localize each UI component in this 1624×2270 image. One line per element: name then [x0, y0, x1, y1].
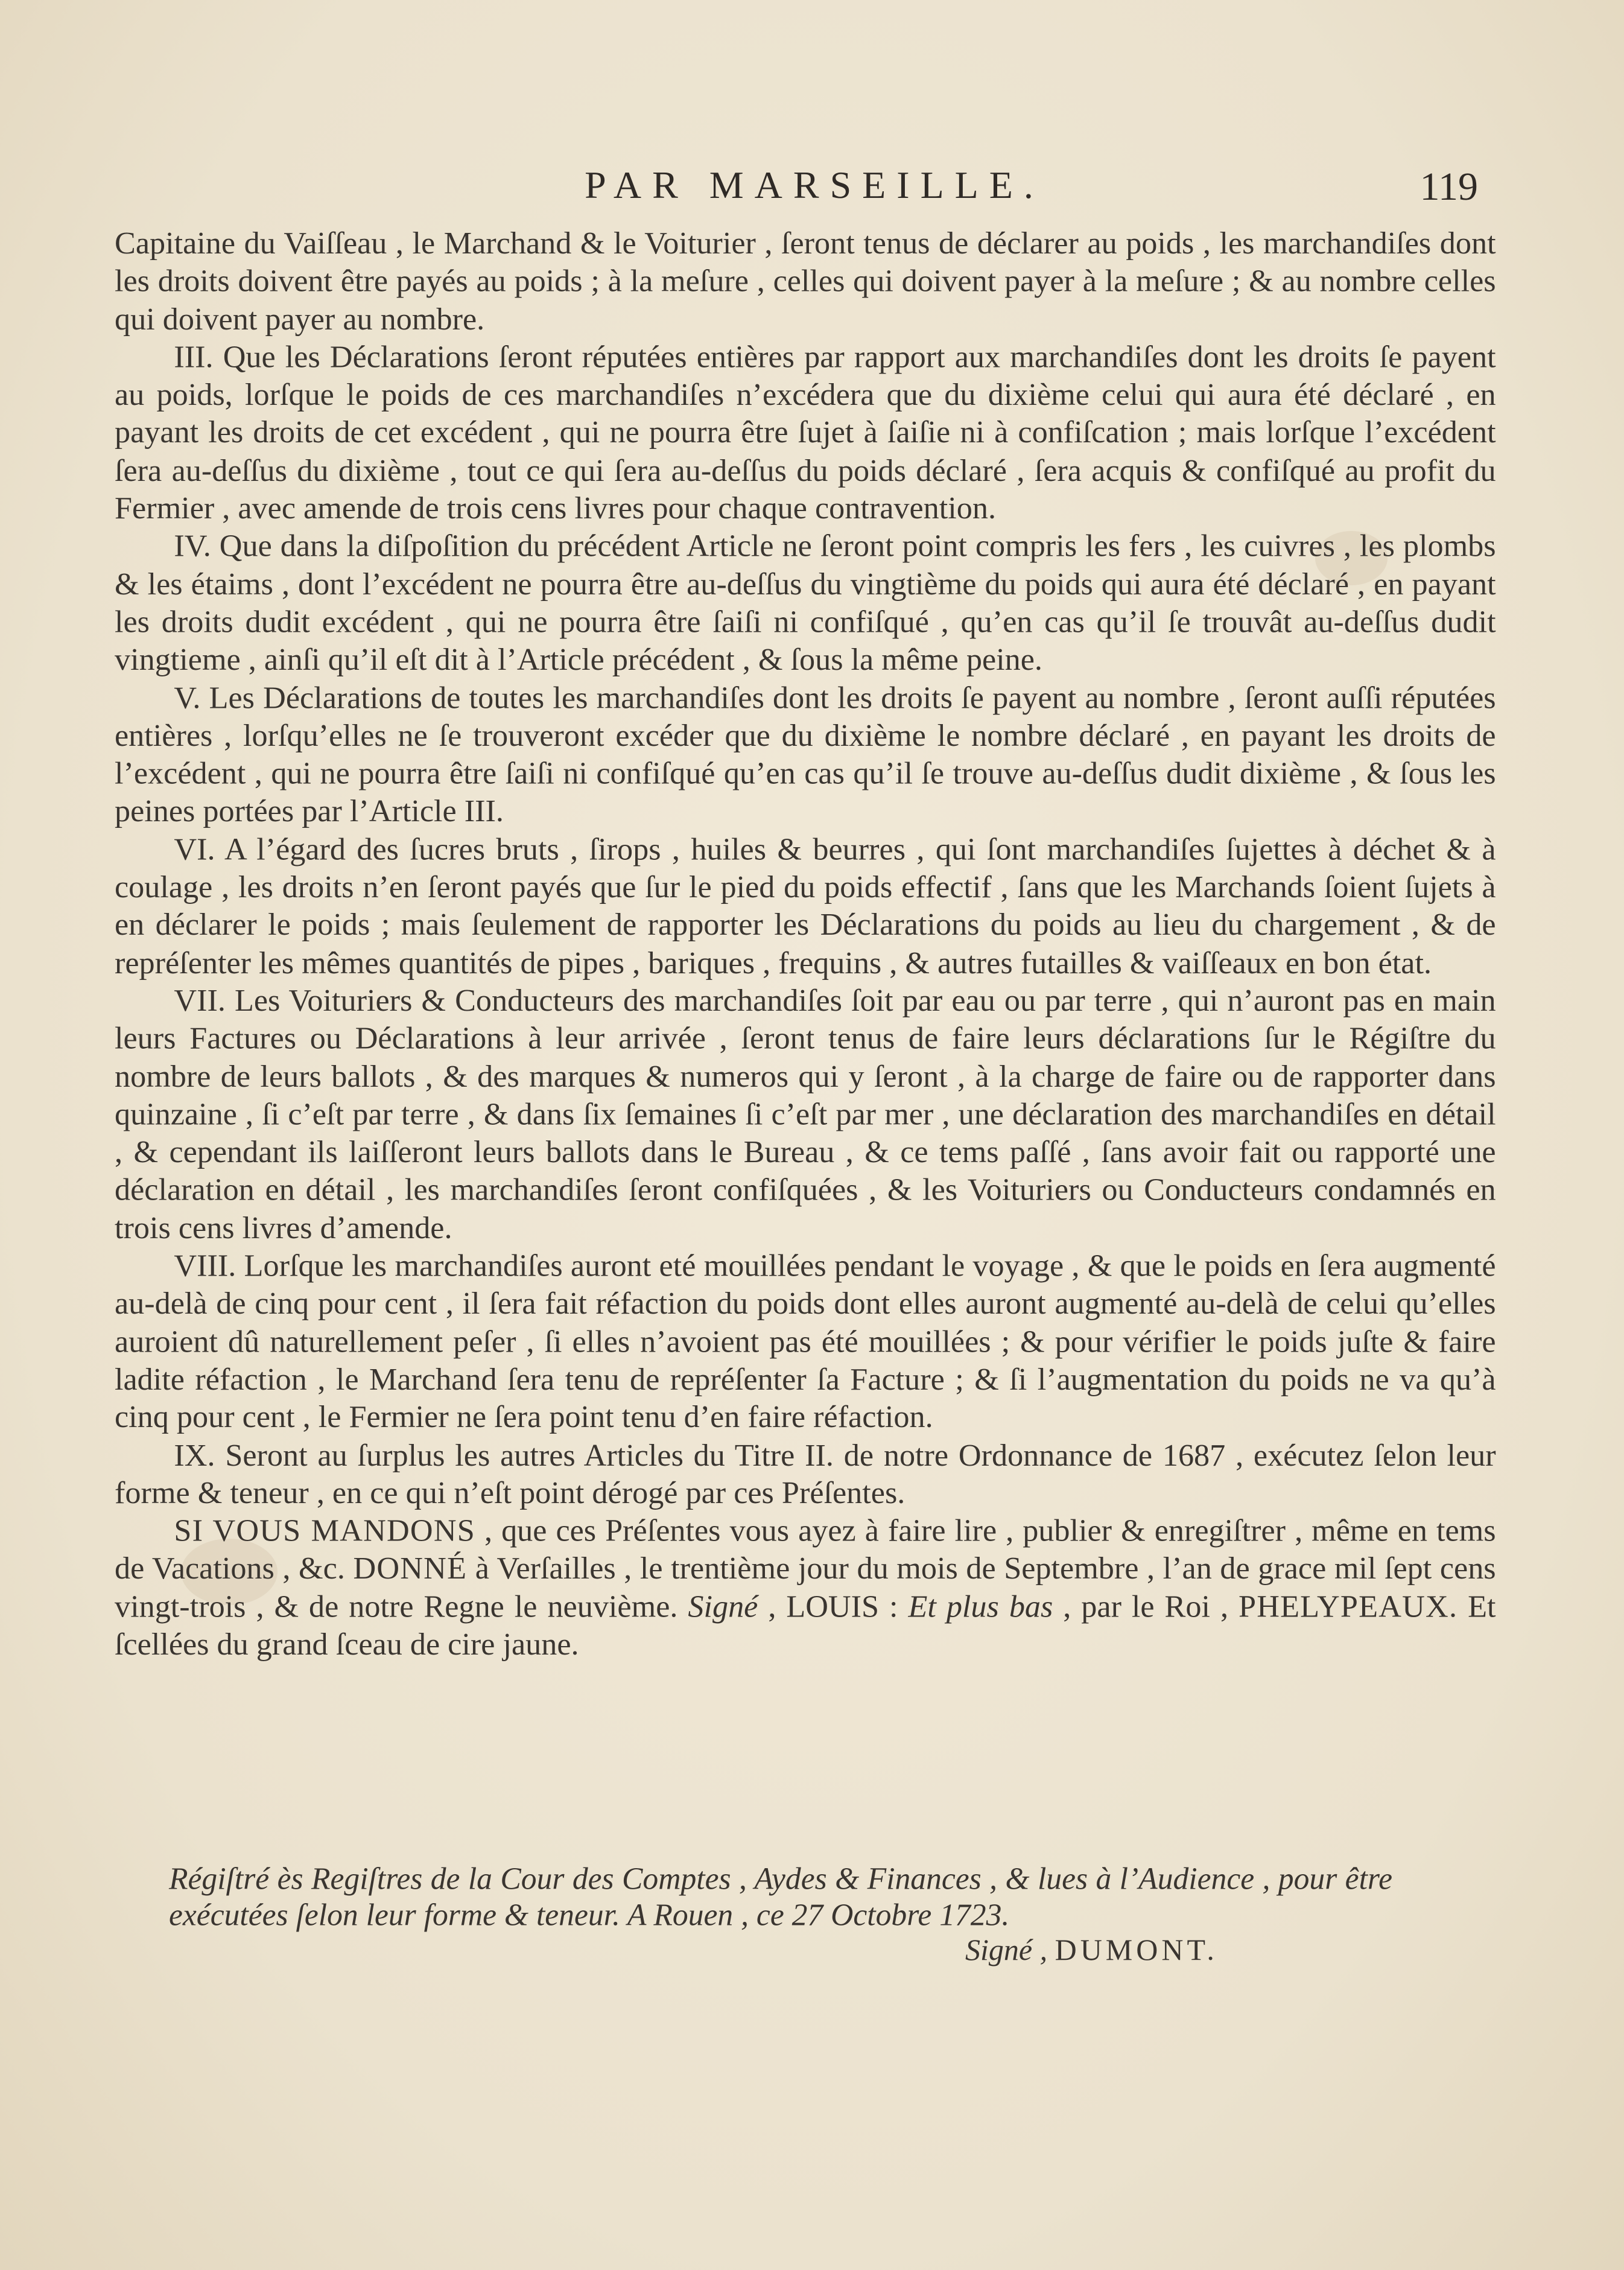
article-vii: VII. Les Voituriers & Conducteurs des marchandiſes ſoit par eau ou par terre , qui n’auront pas en main leurs Factures ou Déclarations à leur arrivée , ſeront tenus de faire leurs déclarations ſur le Régiſtre du nombre de leurs ballots , & des marques & numeros qui y ſeront , à la charge de faire ou de rapporter dans quinzaine , ſi c’eſt par terre , & dans ſix ſemaines ſi c’eſt par mer , une déclaration des marchandiſes en détail , & cependant ils laiſſeront leurs ballots dans le Bureau , & ce tems paſſé , ſans avoir fait ou rapporté une déclaration en détail , les marchandiſes ſeront confiſquées , & les Voituriers ou Conducteurs condamnés en trois cens livres d’amende. — [115, 983, 1496, 1245]
running-title: PAR MARSEILLE. — [585, 164, 1044, 206]
article-v: V. Les Déclarations de toutes les marchandiſes dont les droits ſe payent au nombre , ſeront auſſi réputées entières , lorſqu’elles ne ſe trouveront excéder que du dixième le nombre déclaré , en payant les droits de l’excédent , qui ne pourra être ſaiſi ni confiſqué qu’en cas qu’il ſe trouve au-deſſus dudit dixième , & ſous les peines portées par l’Article III. — [115, 680, 1496, 829]
phelypeaux: PHELYPEAUX. — [1238, 1589, 1458, 1624]
donne: DONNÉ — [353, 1551, 468, 1586]
closing-text-4: , par le Roi , — [1053, 1589, 1239, 1624]
paragraph-continuation: Capitaine du Vaiſſeau , le Marchand & le Voiturier , ſeront tenus de déclarer au poids , les marchandiſes dont les droits doivent être payés au poids ; à la meſure , celles qui doivent payer à la meſure ; & au nombre celles qui doivent payer au nombre. — [115, 226, 1496, 337]
closing-text-5: Et ſcellées du grand ſceau de cire jaune. — [115, 1589, 1496, 1662]
page-number: 119 — [1419, 165, 1478, 209]
registration-signature — [965, 1932, 1218, 1967]
closing-text-1: , que ces Préſentes vous ayez à faire lire , publier & enregiſtrer , même en tems de Vacations , &c. — [115, 1513, 1496, 1586]
closing-paragraph — [115, 1512, 1496, 1664]
closing-text-2: à Verſailles , le trentième jour du mois de Septembre , l’an de grace mil ſept cens vingt-trois , & de notre Regne le neuvième. — [115, 1551, 1496, 1624]
registration-note — [169, 1861, 1392, 1934]
article-viii: VIII. Lorſque les marchandiſes auront eté mouillées pendant le voyage , & que le poids en ſera augmenté au-delà de cinq pour cent , il ſera fait réfaction du poids dont elles auront augmenté au-delà de celui qu’elles auroient dû naturellement peſer , ſi elles n’avoient pas été mouillées ; & pour vérifier le poids juſte & faire ladite réfaction , le Marchand ſera tenu de repréſenter ſa Facture ; & ſi l’augmentation du poids ne va qu’à cinq pour cent , le Fermier ne ſera point tenu d’en faire réfaction. — [115, 1248, 1496, 1435]
article-ix: IX. Seront au ſurplus les autres Articles du Titre II. de notre Ordonnance de 1687 , exécutez ſelon leur forme & teneur , en ce qui n’eſt point dérogé par ces Préſentes. — [115, 1437, 1496, 1510]
registration-text: Régiſtré ès Regiſtres de la Cour des Comptes , Aydes & Finances , & lues à l’Audience , pour être exécutées ſelon leur forme & teneur. A Rouen , ce 27 Octobre 1723. — [169, 1862, 1392, 1933]
body-text — [115, 224, 1496, 1664]
et-plus-bas: Et plus bas — [908, 1589, 1053, 1624]
signe-label: Signé , — [965, 1933, 1048, 1966]
page-header — [151, 163, 1478, 217]
signe-word: Signé — [688, 1589, 758, 1624]
closing-text-3: , LOUIS : — [758, 1589, 909, 1624]
article-iv: IV. Que dans la diſpoſition du précédent Article ne ſeront point compris les fers , les cuivres , les plombs & les étaims , dont l’excédent ne pourra être au-deſſus du vingtième du poids qui aura été déclaré , en payant les droits dudit excédent , qui ne pourra être ſaiſi ni confiſqué , qu’en cas qu’il ſe trouvât au-deſſus dudit vingtieme , ainſi qu’il eſt dit à l’Article précédent , & ſous la même peine. — [115, 529, 1496, 678]
dumont-name: DUMONT. — [1055, 1933, 1218, 1966]
article-iii: III. Que les Déclarations ſeront réputées entières par rapport aux marchandiſes dont les droits ſe payent au poids, lorſque le poids de ces marchandiſes n’excédera que du dixième celui qui aura été déclaré , en payant les droits de cet excédent , qui ne pourra être ſujet à ſaiſie ni à confiſcation ; mais lorſque l’excédent ſera au-deſſus du dixième , tout ce qui ſera au-deſſus du poids déclaré , ſera acquis & confiſqué au profit du Fermier , avec amende de trois cens livres pour chaque contravention. — [115, 339, 1496, 526]
article-vi: VI. A l’égard des ſucres bruts , ſirops , huiles & beurres , qui ſont marchandiſes ſujettes à déchet & à coulage , les droits n’en ſeront payés que ſur le pied du poids effectif , ſans que les Marchands ſoient ſujets à en déclarer le poids ; mais ſeulement de rapporter les Déclarations du poids au lieu du chargement , & de repréſenter les mêmes quantités de pipes , bariques , frequins , & autres futailles & vaiſſeaux en bon état. — [115, 831, 1496, 981]
si-vous-mandons: SI VOUS MANDONS — [174, 1513, 475, 1548]
